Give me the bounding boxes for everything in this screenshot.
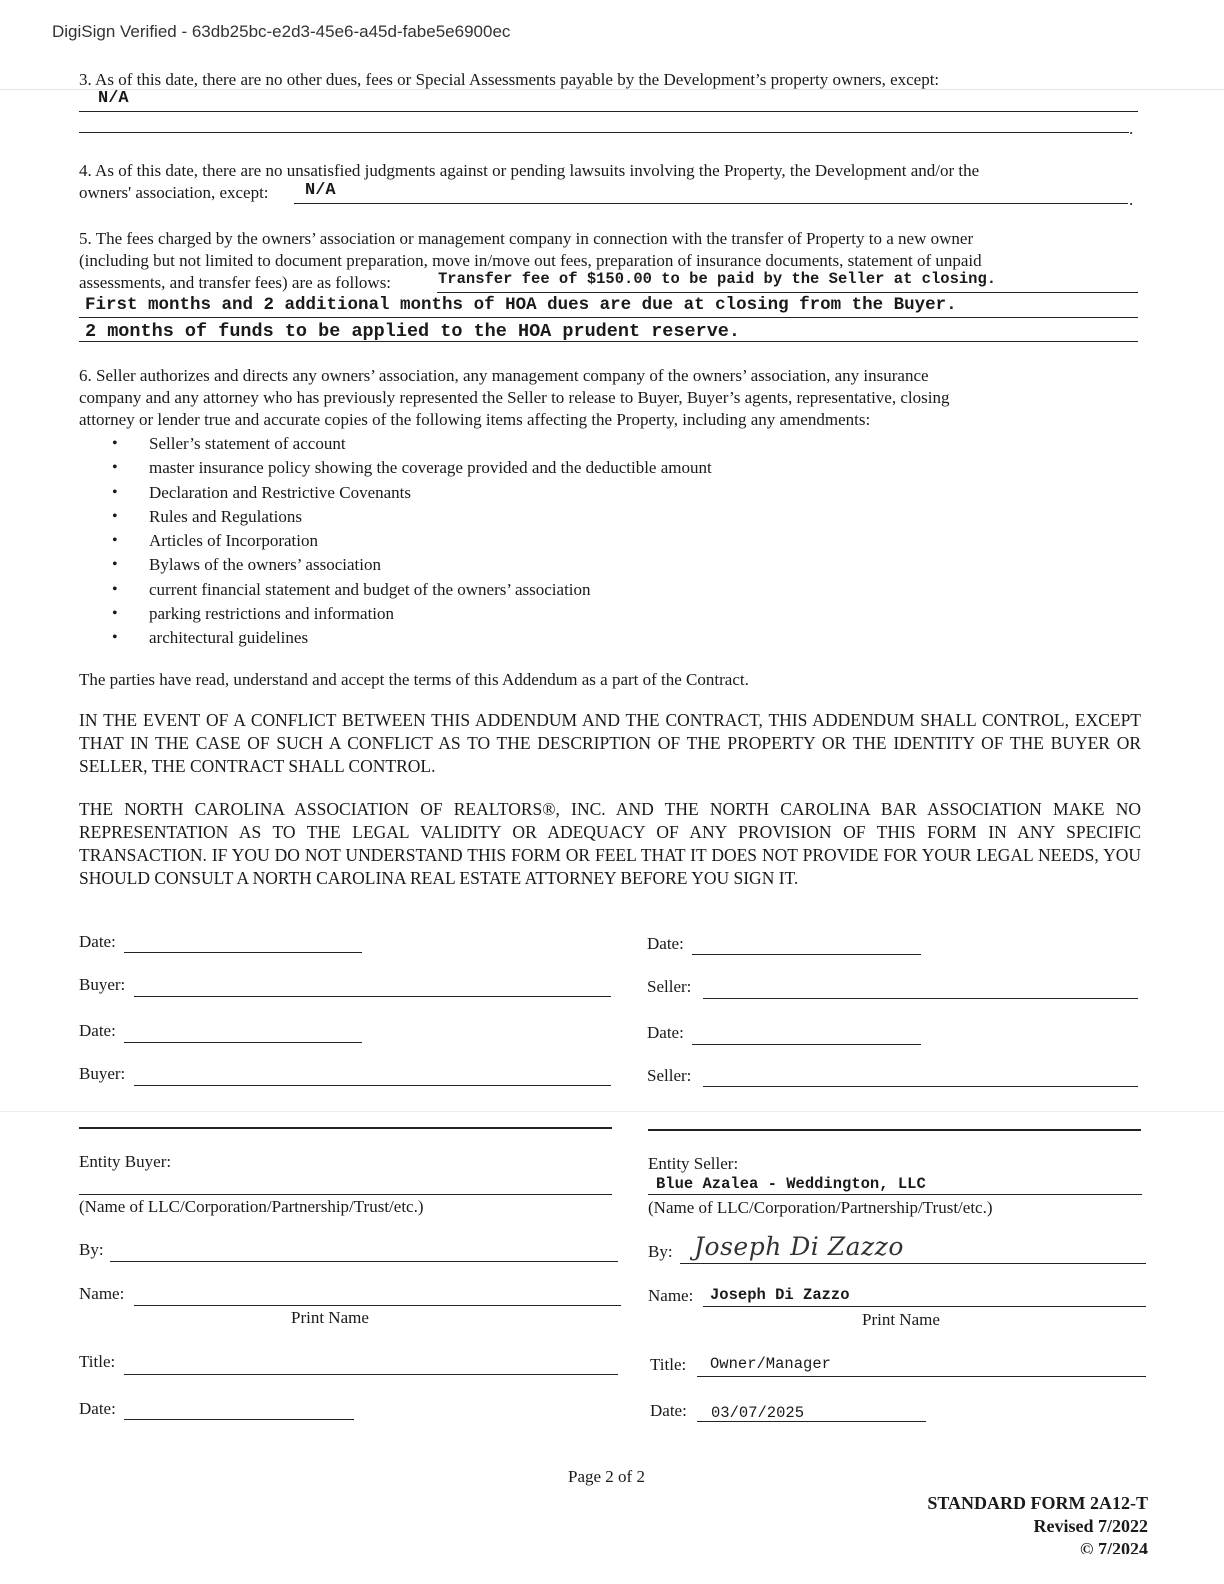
page-number: Page 2 of 2 bbox=[568, 1467, 645, 1486]
entity-seller-date-label: Date: bbox=[650, 1401, 687, 1420]
buyer-date-line-1[interactable] bbox=[124, 952, 362, 953]
entity-seller-title-line[interactable] bbox=[697, 1376, 1146, 1377]
entity-seller-print-name: Joseph Di Zazzo bbox=[710, 1286, 850, 1304]
entity-buyer-title-label: Title: bbox=[79, 1352, 116, 1371]
seller-date-line-1[interactable] bbox=[692, 954, 921, 955]
buyer-date-line-2[interactable] bbox=[124, 1042, 362, 1043]
scan-faint-line-2 bbox=[0, 1111, 1224, 1112]
list-item: • parking restrictions and information bbox=[112, 602, 712, 626]
item5-text-line3: assessments, and transfer fees) are as follows: bbox=[79, 273, 392, 292]
entity-buyer-name-line[interactable] bbox=[79, 1194, 612, 1195]
entity-buyer-by-line[interactable] bbox=[110, 1261, 618, 1262]
item6-text-line1: 6. Seller authorizes and directs any owners’ association, any management company of the owners’ association, any insurance bbox=[79, 366, 929, 385]
entity-buyer-print-name-line[interactable] bbox=[134, 1305, 621, 1306]
buyer-date-label-1: Date: bbox=[79, 932, 116, 951]
form-revised: Revised 7/2022 bbox=[1033, 1516, 1148, 1536]
seller-section-divider bbox=[648, 1129, 1141, 1131]
list-item: • Bylaws of the owners’ association bbox=[112, 553, 712, 577]
list-item: • Articles of Incorporation bbox=[112, 529, 712, 553]
entity-buyer-name-label: Name: bbox=[79, 1284, 125, 1303]
seller-date-label-1: Date: bbox=[647, 934, 684, 953]
entity-seller-title: Owner/Manager bbox=[710, 1355, 831, 1373]
item5-line-2 bbox=[79, 317, 1138, 318]
item4-period: . bbox=[1129, 190, 1134, 209]
list-item: • Seller’s statement of account bbox=[112, 432, 712, 456]
list-item: • Declaration and Restrictive Covenants bbox=[112, 481, 712, 505]
form-copyright: © 7/2024 bbox=[1080, 1539, 1148, 1554]
entity-seller-name-line[interactable] bbox=[648, 1194, 1142, 1195]
entity-seller-name: Blue Azalea - Weddington, LLC bbox=[656, 1175, 926, 1193]
item4-line bbox=[294, 203, 1128, 204]
list-item: • master insurance policy showing the coverage provided and the deductible amount bbox=[112, 456, 712, 480]
item4-text-line1: 4. As of this date, there are no unsatisfied judgments against or pending lawsuits involving the Property, the Development and/or the bbox=[79, 161, 980, 180]
entity-seller-print-name-caption: Print Name bbox=[862, 1310, 940, 1329]
list-item: • architectural guidelines bbox=[112, 626, 712, 650]
entity-seller-name-label: Name: bbox=[648, 1286, 694, 1305]
buyer-section-divider bbox=[79, 1127, 612, 1129]
form-identifier bbox=[927, 1492, 1148, 1554]
item3-line-2 bbox=[79, 132, 1129, 133]
entity-seller-title-label: Title: bbox=[650, 1355, 687, 1374]
item5-fill-1: Transfer fee of $150.00 to be paid by the Seller at closing. bbox=[438, 270, 997, 288]
form-number: STANDARD FORM 2A12-T bbox=[927, 1493, 1148, 1513]
entity-seller-by-line[interactable] bbox=[680, 1263, 1146, 1264]
entity-seller-date-line[interactable] bbox=[697, 1421, 926, 1422]
entity-buyer-print-name-caption: Print Name bbox=[291, 1308, 369, 1327]
entity-buyer-name-hint: (Name of LLC/Corporation/Partnership/Trust/etc.) bbox=[79, 1197, 424, 1216]
entity-seller-print-name-line[interactable] bbox=[703, 1306, 1146, 1307]
item3-fill: N/A bbox=[98, 89, 129, 108]
entity-buyer-by-label: By: bbox=[79, 1240, 104, 1259]
item5-fill-3: 2 months of funds to be applied to the HOA prudent reserve. bbox=[85, 321, 741, 342]
item3-line-1 bbox=[79, 111, 1138, 112]
buyer-signature-line-2[interactable] bbox=[134, 1085, 611, 1086]
buyer-date-label-2: Date: bbox=[79, 1021, 116, 1040]
item3-period: . bbox=[1129, 119, 1134, 138]
seller-date-label-2: Date: bbox=[647, 1023, 684, 1042]
item6-text-line2: company and any attorney who has previously represented the Seller to release to Buyer, Buyer’s agents, representative, closing bbox=[79, 388, 950, 407]
verification-header: DigiSign Verified - 63db25bc-e2d3-45e6-a45d-fabe5e6900ec bbox=[52, 22, 511, 41]
seller-date-line-2[interactable] bbox=[692, 1044, 921, 1045]
seller-signature-line-1[interactable] bbox=[703, 998, 1138, 999]
entity-seller-label: Entity Seller: bbox=[648, 1154, 739, 1173]
item5-fill-2: First months and 2 additional months of HOA dues are due at closing from the Buyer. bbox=[85, 295, 957, 315]
entity-seller-signature: Joseph Di Zazzo bbox=[694, 1232, 904, 1261]
seller-label-1: Seller: bbox=[647, 977, 692, 996]
list-item: • Rules and Regulations bbox=[112, 505, 712, 529]
seller-label-2: Seller: bbox=[647, 1066, 692, 1085]
acceptance-text: The parties have read, understand and accept the terms of this Addendum as a part of the Contract. bbox=[79, 670, 749, 689]
entity-seller-date: 03/07/2025 bbox=[711, 1404, 805, 1422]
entity-buyer-date-label: Date: bbox=[79, 1399, 116, 1418]
buyer-label-2: Buyer: bbox=[79, 1064, 126, 1083]
entity-seller-name-hint: (Name of LLC/Corporation/Partnership/Trust/etc.) bbox=[648, 1198, 993, 1217]
item4-text-line2: owners' association, except: bbox=[79, 183, 269, 202]
item6-text-line3: attorney or lender true and accurate copies of the following items affecting the Property, including any amendments: bbox=[79, 410, 871, 429]
item4-fill: N/A bbox=[305, 181, 336, 200]
item5-text-line2: (including but not limited to document preparation, move in/move out fees, preparation of insurance documents, statement of unpaid bbox=[79, 251, 982, 270]
entity-buyer-date-line[interactable] bbox=[124, 1419, 354, 1420]
entity-buyer-title-line[interactable] bbox=[124, 1374, 618, 1375]
item5-line-3 bbox=[79, 341, 1138, 342]
item5-text-line1: 5. The fees charged by the owners’ association or management company in connection with the transfer of Property to a new owner bbox=[79, 229, 974, 248]
entity-seller-by-label: By: bbox=[648, 1242, 673, 1261]
item3-text: 3. As of this date, there are no other dues, fees or Special Assessments payable by the Development’s property owners, except: bbox=[79, 70, 940, 89]
entity-buyer-label: Entity Buyer: bbox=[79, 1152, 172, 1171]
seller-signature-line-2[interactable] bbox=[703, 1086, 1138, 1087]
buyer-signature-line-1[interactable] bbox=[134, 996, 611, 997]
disclaimer-clause: THE NORTH CAROLINA ASSOCIATION OF REALTORS®, INC. AND THE NORTH CAROLINA BAR ASSOCIATION MAKE NO REPRESENTATION AS TO THE LEGAL VALIDITY OR ADEQUACY OF ANY PROVISION OF THIS FORM IN ANY SPECIFIC TRANSACTION. IF YOU DO NOT UNDERSTAND THIS FORM OR FEEL THAT IT DOES NOT PROVIDE FOR YOUR LEGAL NEEDS, YOU SHOULD CONSULT A NORTH CAROLINA REAL ESTATE ATTORNEY BEFORE YOU SIGN IT. bbox=[79, 799, 1141, 888]
conflict-clause: IN THE EVENT OF A CONFLICT BETWEEN THIS ADDENDUM AND THE CONTRACT, THIS ADDENDUM SHALL CONTROL, EXCEPT THAT IN THE CASE OF SUCH A CONFLICT AS TO THE DESCRIPTION OF THE PROPERTY OR THE IDENTITY OF THE BUYER OR SELLER, THE CONTRACT SHALL CONTROL. bbox=[79, 710, 1141, 776]
item5-line-1 bbox=[437, 292, 1138, 293]
list-item: • current financial statement and budget of the owners’ association bbox=[112, 578, 712, 602]
buyer-label-1: Buyer: bbox=[79, 975, 126, 994]
item6-document-list bbox=[112, 432, 712, 651]
